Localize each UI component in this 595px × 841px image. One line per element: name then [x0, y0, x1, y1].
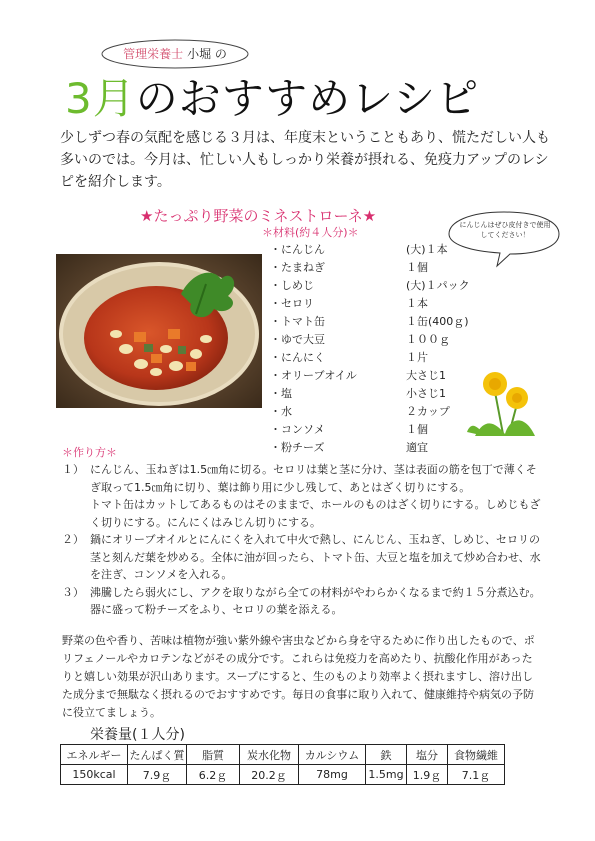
method-heading: ＊作り方＊: [62, 446, 117, 459]
note-text: にんじんはぜひ皮付きで使用してください！: [459, 221, 551, 239]
ingredient-qty: １個: [406, 261, 428, 274]
ingredient-qty: 小さじ1: [406, 387, 446, 400]
ingredient-name: ・セロリ: [270, 297, 314, 310]
ingredient-name: ・たまねぎ: [270, 261, 325, 274]
page-title: [65, 66, 479, 126]
nutrition-header-cell: たんぱく質: [128, 745, 187, 765]
method-step: [62, 496, 542, 531]
nutrition-header-cell: 炭水化物: [240, 745, 299, 765]
method-step-number: ３）: [62, 585, 84, 599]
nutrition-value-cell: 6.2ｇ: [187, 765, 240, 785]
method-step-number: ２）: [62, 533, 84, 546]
recipe-title: ★たっぷり野菜のミネストローネ★: [140, 207, 377, 225]
ingredient-name: ・トマト缶: [270, 315, 325, 328]
ingredient-name: ・粉チーズ: [270, 441, 325, 454]
ingredients-heading: ＊材料(約４人分)＊: [262, 226, 359, 239]
author-role: 管理栄養士: [123, 47, 184, 61]
dandelion-illustration: [465, 362, 547, 440]
ingredient-name: ・にんじん: [270, 243, 325, 256]
ingredient-row: [270, 349, 470, 367]
nutrition-title: 栄養量(１人分): [90, 727, 185, 743]
ingredient-row: [270, 313, 470, 331]
page-title-rest: のおすすめレシピ: [135, 74, 480, 123]
nutrition-value-cell: 1.5mg: [366, 765, 407, 785]
ingredient-row: [270, 403, 470, 421]
ingredient-qty: ２カップ: [406, 405, 450, 418]
ingredient-name: ・にんにく: [270, 351, 325, 364]
author-label: [100, 45, 250, 62]
nutrition-value-row: [61, 765, 505, 785]
ingredient-qty: １缶(400ｇ): [406, 315, 469, 328]
method-step-number: １）: [62, 463, 84, 476]
ingredient-row: [270, 241, 470, 259]
method-step: [62, 461, 542, 496]
method-step-text: 沸騰したら弱火にし、アクを取りながら全ての材料がやわらかくなるまで約１５分煮込む。器に盛って粉チーズをふり、セロリの葉を添える。: [90, 585, 541, 616]
soup-photo: [56, 254, 262, 408]
nutrition-header-row: [61, 745, 505, 765]
ingredient-qty: １片: [406, 351, 428, 364]
nutrition-header-cell: 鉄: [366, 745, 407, 765]
method-step: [62, 584, 542, 619]
ingredient-row: [270, 439, 470, 457]
ingredients-list: [270, 241, 470, 457]
nutrition-header-cell: エネルギー: [61, 745, 128, 765]
ingredient-qty: 大さじ1: [406, 369, 446, 382]
ingredient-qty: １本: [406, 297, 428, 310]
method-step: [62, 531, 542, 584]
method-step-text: トマト缶はカットしてあるものはそのままで、ホールのものはざく切りにする。しめじもざく切りにする。にんにくはみじん切りにする。: [90, 498, 541, 529]
ingredient-qty: １００ｇ: [406, 333, 450, 346]
page-title-month: 3月: [65, 74, 136, 123]
ingredient-qty: (大)１パック: [406, 279, 470, 292]
nutrition-table: [60, 744, 505, 785]
intro-text: 少しずつ春の気配を感じる３月は、年度末ということもあり、慌ただしい人も多いのでは。今月は、忙しい人もしっかり栄養が摂れる、免疫力アップのレシピを紹介します。: [60, 130, 550, 190]
ingredient-qty: １個: [406, 423, 428, 436]
nutrition-header-cell: 脂質: [187, 745, 240, 765]
ingredient-name: ・ゆで大豆: [270, 333, 325, 346]
ingredient-name: ・水: [270, 405, 292, 418]
nutrition-header-cell: 食物繊維: [448, 745, 505, 765]
nutrition-value-cell: 20.2ｇ: [240, 765, 299, 785]
ingredient-row: [270, 277, 470, 295]
ingredient-row: [270, 421, 470, 439]
nutrition-value-cell: 78mg: [299, 765, 366, 785]
ingredient-row: [270, 259, 470, 277]
ingredient-name: ・コンソメ: [270, 423, 325, 436]
ingredient-row: [270, 385, 470, 403]
nutrition-header-cell: カルシウム: [299, 745, 366, 765]
ingredient-qty: 適宜: [406, 441, 428, 454]
ingredient-row: [270, 295, 470, 313]
method-step-text: にんじん、玉ねぎは1.5㎝角に切る。セロリは葉と茎に分け、茎は表面の筋を包丁で薄くそぎ取って1.5㎝角に切り、葉は飾り用に少し残して、あとはざく切りにする。: [90, 463, 537, 494]
nutrition-value-cell: 1.9ｇ: [407, 765, 448, 785]
nutrition-value-cell: 150kcal: [61, 765, 128, 785]
ingredient-qty: (大)１本: [406, 243, 448, 256]
method-step-text: 鍋にオリーブオイルとにんにくを入れて中火で熱し、にんじん、玉ねぎ、しめじ、セロリの茎と刻んだ葉を炒める。全体に油が回ったら、トマト缶、大豆と塩を加えて炒め合わせ、水を注ぎ、コンソメを入れる。: [90, 533, 541, 581]
method-steps: [62, 461, 542, 619]
nutrition-value-cell: 7.1ｇ: [448, 765, 505, 785]
closing-text: 野菜の色や香り、苦味は植物が強い紫外線や害虫などから身を守るために作り出したもので、ポリフェノールやカロテンなどがその成分です。これらは免疫力を高めたり、抗酸化作用があったりと嬉しい効果が沢山あります。スープにすると、生のものより効率よく摂れますし、溶け出した成分まで無駄なく摂れるのでおすすめです。毎日の食事に取り入れて、健康維持や病気の予防に役立てましょう。: [62, 634, 535, 719]
ingredient-row: [270, 367, 470, 385]
ingredient-name: ・オリーブオイル: [270, 369, 357, 382]
note-bubble: [445, 208, 563, 270]
nutrition-value-cell: 7.9ｇ: [128, 765, 187, 785]
ingredient-name: ・塩: [270, 387, 292, 400]
author-name: 小堀 の: [187, 47, 227, 61]
nutrition-header-cell: 塩分: [407, 745, 448, 765]
ingredient-row: [270, 331, 470, 349]
ingredient-name: ・しめじ: [270, 279, 314, 292]
